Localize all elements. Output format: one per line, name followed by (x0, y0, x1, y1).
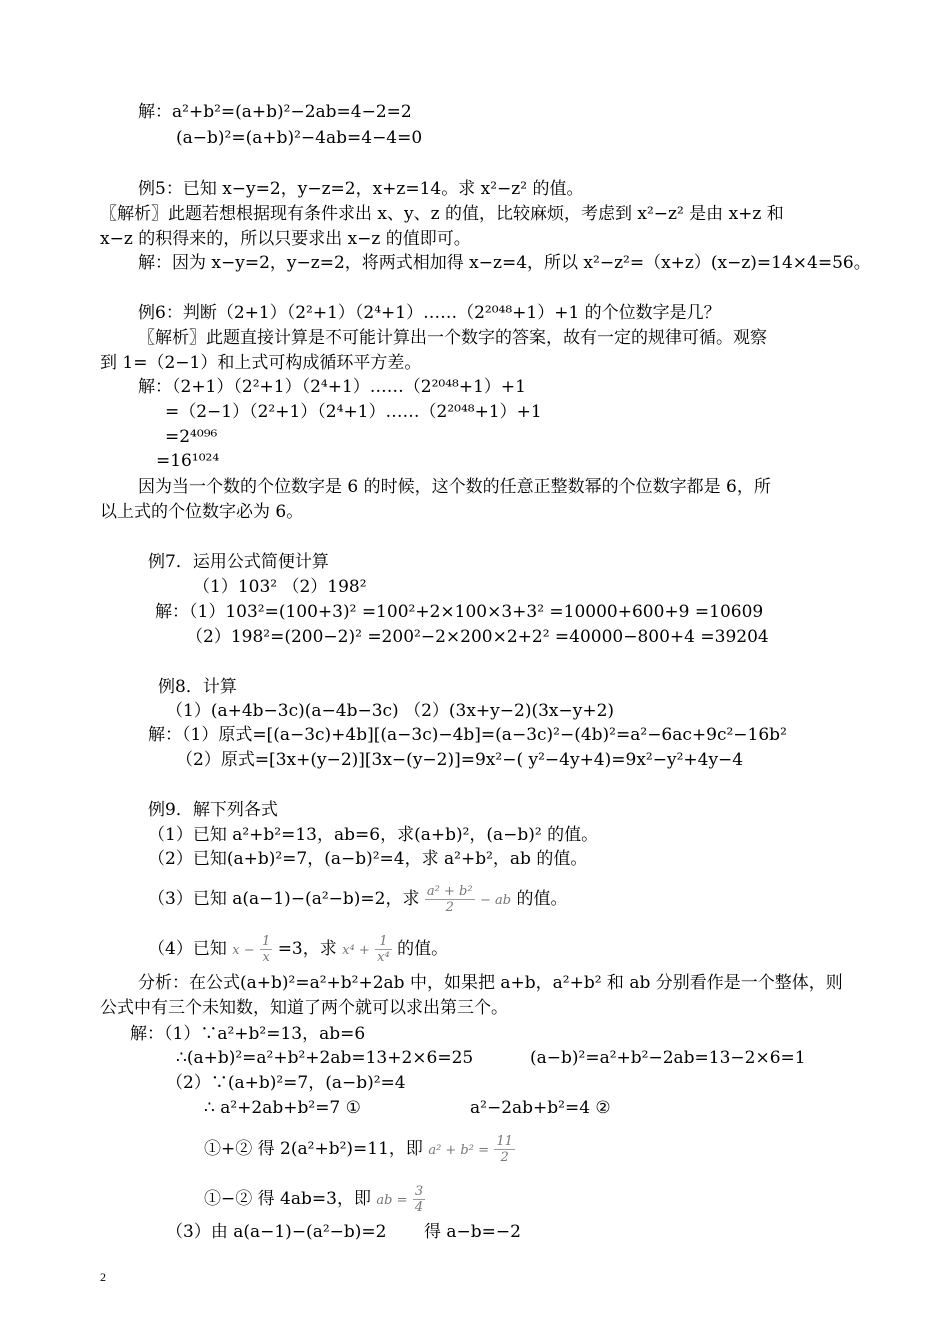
text-line: 解：因为 x−y=2，y−z=2，将两式相加得 x−z=4，所以 x²−z²=（x+z）(x−z)=14×4=56。 (138, 253, 871, 273)
text-line: （3）已知 a(a−1)−(a²−b)=2，求 $\frac{\text{a² + b²}}{2}$ − ab 的值。 (148, 884, 568, 915)
text-line: 公式中有三个未知数，知道了两个就可以求出第三个。 (100, 998, 508, 1018)
fraction: $\frac{1}{\text{x⁴}}$ (377, 934, 390, 965)
text-line: 得 a−b=−2 (424, 1222, 521, 1242)
text-line: 到 1=（2−1）和上式可构成循环平方差。 (100, 353, 422, 373)
fraction: $\frac{1}{x}$ (262, 934, 271, 965)
text-line: =（2−1）（2²+1）（2⁴+1）……（2²⁰⁴⁸+1）+1 (165, 402, 542, 422)
text-line: （1）(a+4b−3c)(a−4b−3c) （2）(3x+y−2)(3x−y+2) (166, 701, 615, 721)
text-line: (a−b)²=a²+b²−2ab=13−2×6=1 (530, 1048, 806, 1068)
text-line: x−z 的积得来的，所以只要求出 x−z 的值即可。 (100, 229, 471, 249)
fraction: $\frac{3}{4}$ (414, 1184, 424, 1215)
text-line: 解：（1）原式=[(a−3c)+4b][(a−3c)−4b]=(a−3c)²−(4b)²=a²−6ac+9c²−16b² (148, 725, 787, 745)
example-6-heading: 例6：判断（2+1）（2²+1）（2⁴+1）……（2²⁰⁴⁸+1）+1 的个位数字是几？ (138, 303, 721, 323)
fraction: $\frac{\text{a² + b²}}{2}$ (426, 884, 473, 915)
example-7-heading: 例7．运用公式简便计算 (148, 552, 329, 572)
text-line: ①+② 得 2(a²+b²)=11，即 a² + b² = $\frac{11}{2}$ (204, 1134, 513, 1165)
text-line: 以上式的个位数字必为 6。 (100, 502, 304, 522)
text-line: 〖解析〗此题若想根据现有条件求出 x、y、z 的值，比较麻烦，考虑到 x²−z² 是由 x+z 和 (100, 204, 784, 224)
text-line: 因为当一个数的个位数字是 6 的时候，这个数的任意正整数幂的个位数字都是 6，所 (138, 477, 771, 497)
text-line: （2）已知(a+b)²=7，(a−b)²=4，求 a²+b²，ab 的值。 (148, 849, 588, 869)
text-line: （2）198²=(200−2)² =200²−2×200×2+2² =40000−800+4 =39204 (186, 627, 769, 647)
text-line: ∴(a+b)²=a²+b²+2ab=13+2×6=25 (176, 1048, 474, 1068)
text-line: （4）已知 x − $\frac{1}{x}$ =3，求 x⁴ + $\frac{1}{\text{x⁴}}$ 的值。 (148, 934, 449, 965)
text-line: (a−b)²=(a+b)²−4ab=4−4=0 (176, 128, 423, 148)
text-line: 分析：在公式(a+b)²=a²+b²+2ab 中，如果把 a+b，a²+b² 和 ab 分别看作是一个整体，则 (138, 973, 843, 993)
text-line: 解：（2+1）（2²+1）（2⁴+1）……（2²⁰⁴⁸+1）+1 (138, 377, 526, 397)
text-line: =2⁴⁰⁹⁶ (165, 427, 218, 447)
text-line: 解：（1）∵a²+b²=13，ab=6 (130, 1024, 366, 1044)
text-line: （1）已知 a²+b²=13，ab=6，求(a+b)²，(a−b)² 的值。 (148, 825, 599, 845)
example-8-heading: 例8．计算 (158, 677, 237, 697)
page-number: 2 (100, 1270, 106, 1284)
text-line: （2）∵(a+b)²=7，(a−b)²=4 (166, 1073, 406, 1093)
text-line: （2）原式=[3x+(y−2)][3x−(y−2)]=9x²−( y²−4y+4)=9x²−y²+4y−4 (176, 750, 744, 770)
text-line: 解：a²+b²=(a+b)²−2ab=4−2=2 (138, 102, 412, 122)
text-line: ∴ a²+2ab+b²=7 ① (204, 1098, 361, 1118)
text-line: （3）由 a(a−1)−(a²−b)=2 (166, 1222, 387, 1242)
example-5-heading: 例5：已知 x−y=2，y−z=2，x+z=14。求 x²−z² 的值。 (138, 179, 584, 199)
text-line: a²−2ab+b²=4 ② (470, 1098, 611, 1118)
text-line: 解：（1）103²=(100+3)² =100²+2×100×3+3² =10000+600+9 =10609 (155, 602, 764, 622)
text-line: =16¹⁰²⁴ (156, 451, 220, 471)
text-line: ①−② 得 4ab=3，即 ab = $\frac{3}{4}$ (204, 1184, 424, 1215)
text-line: （1）103² （2）198² (193, 577, 367, 597)
fraction: $\frac{11}{2}$ (496, 1134, 513, 1165)
example-9-heading: 例9．解下列各式 (148, 800, 278, 820)
text-line: 〖解析〗此题直接计算是不可能计算出一个数字的答案，故有一定的规律可循。观察 (138, 328, 767, 348)
